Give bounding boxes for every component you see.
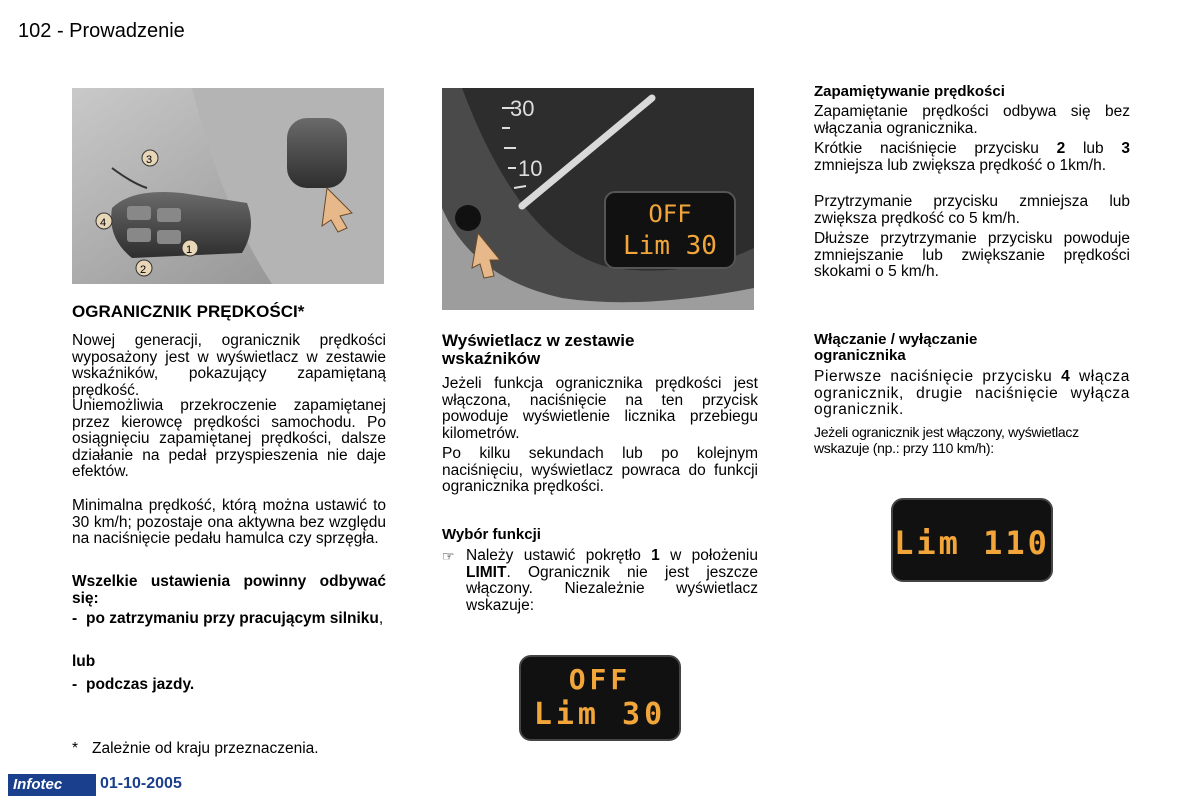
footnote-text: Zależnie od kraju przeznaczenia. <box>92 740 319 757</box>
speed-limiter-stalk-photo <box>72 88 384 284</box>
page-header <box>18 20 185 43</box>
display-paragraph-2: Po kilku sekundach lub po kolejnym naciśnięciu, wyświetlacz powraca do funkcji ogranicznika prędkości. <box>442 445 758 495</box>
list-item-text: podczas jazdy. <box>86 676 195 693</box>
memorize-paragraph-1: Zapamiętanie prędkości odbywa się bez włączania ogranicznika. <box>814 103 1130 137</box>
list-item-driving <box>72 677 386 694</box>
active-display-note: Jeżeli ogranicznik jest włączony, wyświetlacz wskazuje (np.: przy 110 km/h): <box>814 424 1079 456</box>
toggle-heading: Włączanie / wyłączanie ogranicznika <box>814 331 978 364</box>
pointing-hand-icon: ☞ <box>442 548 455 564</box>
minimum-speed-paragraph: Minimalna prędkość, którą można ustawić to 30 km/h; pozostaje ona aktywna bez względu na naciśnięcie pedału hamulca czy sprzęgła. <box>72 497 386 547</box>
toggle-paragraph: Pierwsze naciśnięcie przycisku 4 włącza ogranicznik, drugie naciśnięcie wyłącza ogranicznik. <box>814 368 1130 418</box>
memorize-heading: Zapamiętywanie prędkości <box>814 83 1005 100</box>
list-comma: , <box>378 610 384 627</box>
list-dash: - <box>72 676 78 693</box>
lcd-line-lim: Lim 30 <box>533 697 667 732</box>
photo-lcd-off: OFF <box>648 200 692 228</box>
footnote <box>72 741 386 758</box>
gauge-label-30: 30 <box>510 96 535 121</box>
lcd-line-lim110: Lim 110 <box>894 524 1050 562</box>
header-separator: - <box>56 20 64 42</box>
lcd-display-off-lim30 <box>519 655 681 741</box>
memorize-paragraph-2: Krótkie naciśnięcie przycisku 2 lub 3 zmniejsza lub zwiększa prędkość o 1km/h. <box>814 140 1130 174</box>
page-number: 102 <box>18 20 52 42</box>
lcd-display-lim110 <box>891 498 1053 582</box>
footnote-star: * <box>72 740 79 757</box>
bullet-text-2: w położeniu <box>659 547 758 564</box>
callout-3: 3 <box>146 154 153 166</box>
memorize-paragraph-4: Dłuższe przytrzymanie przycisku powoduje zmniejszanie lub zwiększanie prędkości skokami o 5 km/h. <box>814 230 1130 280</box>
bullet-text-1: Należy ustawić pokrętło <box>466 547 652 564</box>
footer-date: 01-10-2005 <box>100 775 182 792</box>
section-title: Prowadzenie <box>69 20 185 42</box>
bullet-text-3: . Ogranicznik nie jest jeszcze włączony. Niezależnie wyświetlacz wskazuje: <box>466 563 758 614</box>
prevention-paragraph: Uniemożliwia przekroczenie zapamiętanej przez kierowcę prędkości samochodu. Po osiągnięciu zapamiętanej prędkości, dalsze działanie na pedał przyspieszenia nie daje efektów. <box>72 397 386 480</box>
bullet-bold-limit: LIMIT <box>466 563 507 581</box>
bullet-bold-1: 1 <box>651 547 660 564</box>
section-heading-speed-limiter: OGRANICZNIK PRĘDKOŚCI* <box>72 302 305 321</box>
list-item-text: po zatrzymaniu przy pracującym silniku <box>86 610 379 627</box>
list-item-stationary <box>72 611 386 628</box>
function-select-bullet <box>442 548 758 614</box>
callout-4: 4 <box>100 217 107 229</box>
intro-paragraph: Nowej generacji, ogranicznik prędkości wyposażony jest w wyświetlacz w zestawie wskaźników, pokazujący zapamiętaną prędkość. <box>72 332 386 399</box>
or-text: lub <box>72 653 96 670</box>
memorize-paragraph-3: Przytrzymanie przycisku zmniejsza lub zwiększa prędkość co 5 km/h. <box>814 193 1130 227</box>
display-heading: Wyświetlacz w zestawie wskaźników <box>442 331 635 368</box>
settings-note: Wszelkie ustawienia powinny odbywać się: <box>72 573 386 607</box>
callout-2: 2 <box>140 264 147 276</box>
list-dash: - <box>72 610 78 627</box>
function-select-heading: Wybór funkcji <box>442 526 541 543</box>
instrument-cluster-photo <box>442 88 754 310</box>
display-paragraph-1: Jeżeli funkcja ogranicznika prędkości jest włączona, naciśnięcie na ten przycisk powoduje wyświetlenie licznika przebiegu kilometrów. <box>442 375 758 442</box>
lcd-line-off: OFF <box>568 663 632 696</box>
infotec-logo: Infotec <box>8 774 96 796</box>
photo-lcd-lim: Lim 30 <box>623 231 717 261</box>
gauge-label-10: 10 <box>518 156 543 181</box>
callout-1: 1 <box>186 244 193 256</box>
